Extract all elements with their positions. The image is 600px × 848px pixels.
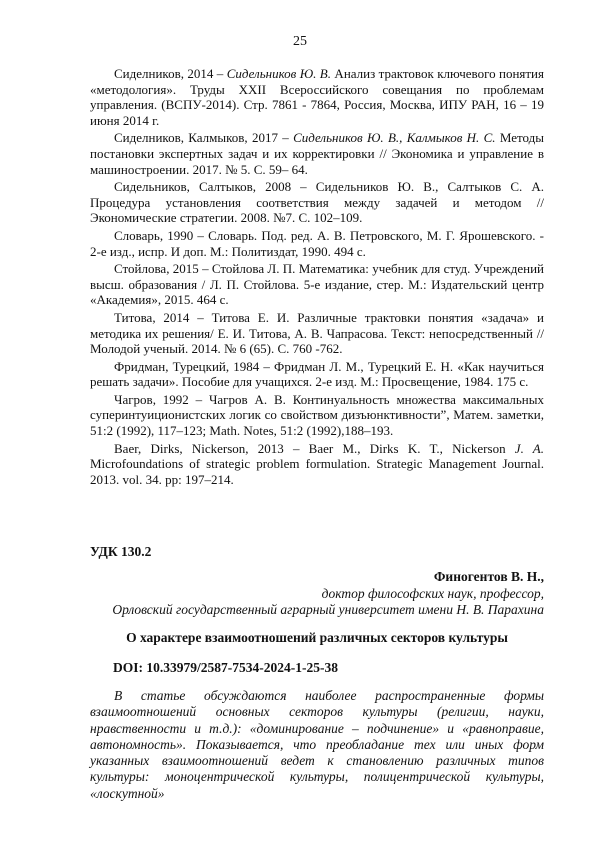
reference-list: [90, 66, 544, 489]
reference-item: Baer, Dirks, Nickerson, 2013 – Baer M., Dirks K. T., Nickerson J. A. Microfoundations of strategic problem formulation. Strategic Management Journal. 2013. vol. 34. pp: 197–214.: [90, 440, 544, 487]
reference-item: Сидельников, Салтыков, 2008 – Сидельников Ю. В., Салтыков С. А. Процедура установления соответствия между задачей и методом // Экономические стратегии. 2008. №7. С. 102–109.: [90, 179, 544, 226]
udc-code: УДК 130.2: [90, 544, 152, 559]
article-title: О характере взаимоотношений различных секторов культуры: [126, 630, 508, 645]
reference-item: Фридман, Турецкий, 1984 – Фридман Л. М., Турецкий Е. Н. «Как научиться решать задачи». Пособие для учащихся. 2-е изд. М.: Просвещение, 1984. 175 с.: [90, 358, 544, 390]
author-position: доктор философских наук, профессор,: [321, 585, 544, 601]
reference-item: Стойлова, 2015 – Стойлова Л. П. Математика: учебник для студ. Учреждений высш. образования / Л. П. Стойлова. 5-е издание, стер. М.: Издательский центр «Академия», 2015. 464 с.: [90, 261, 544, 308]
reference-item: Словарь, 1990 – Словарь. Под. ред. А. В. Петровского, М. Г. Ярошевского. - 2-е изд., испр. И доп. М.: Политиздат, 1990. 494 с.: [90, 227, 544, 259]
article-doi: DOI: 10.33979/2587-7534-2024-1-25-38: [113, 660, 338, 675]
reference-item: Сиделников, Калмыков, 2017 – Сидельников Ю. В., Калмыков Н. С. Методы постановки экспертных задач и их корректировки // Экономика и управление в машиностроении. 2017. № 5. С. 59– 64.: [90, 130, 544, 177]
author-block: [90, 569, 544, 619]
reference-item: Титова, 2014 – Титова Е. И. Различные трактовки понятия «задача» и методика их решения/ Е. И. Титова, А. В. Чапрасова. Текст: непосредственный // Молодой ученый. 2014. № 6 (65). С. 760 -762.: [90, 309, 544, 357]
author-name: Финогентов В. Н.,: [433, 569, 544, 584]
page-number: 25: [293, 34, 307, 49]
reference-item: Сиделников, 2014 – Сидельников Ю. В. Анализ трактовок ключевого понятия «методология». Труды XXII Всероссийского совещания по проблемам управления. (ВСПУ-2014). Стр. 7861 - 7864, Россия, Москва, ИПУ РАН, 16 – 19 июня 2014 г.: [90, 66, 544, 128]
author-organization: Орловский государственный аграрный университет имени Н. В. Парахина: [112, 602, 544, 617]
reference-item: Чагров, 1992 – Чагров А. В. Континуальность множества максимальных суперинтуиционистских логик со свойством дизъюнктивности”, Матем. заметки, 51:2 (1992), 117–123; Math. Notes, 51:2 (1992),188–193.: [90, 391, 544, 439]
article-abstract: В статье обсуждаются наиболее распространенные формы взаимоотношений основных секторов культуры (религии, науки, нравственности и т.д.): «доминирование – подчинение» и «равноправие, автономность». Показывается, что преобладание тех или иных форм указанных взаимоотношений ведет к становлению различных типов культуры: моноцентрической культуры, полицентрической культуры, «лоскутной»: [90, 688, 544, 801]
